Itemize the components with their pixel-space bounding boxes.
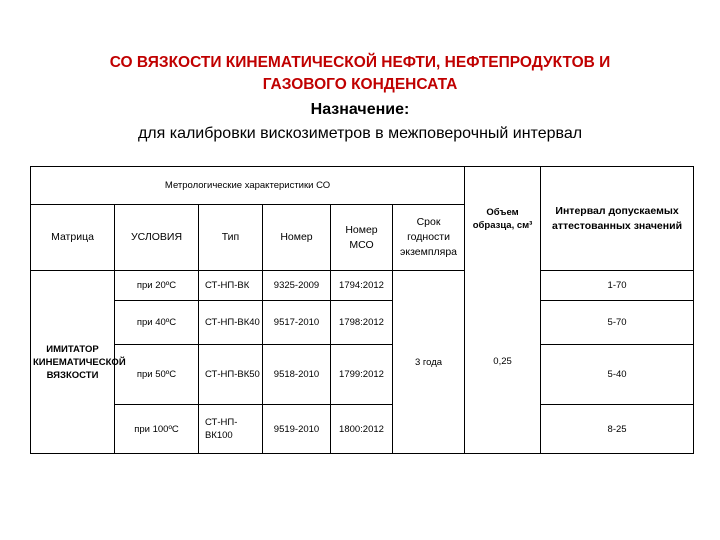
characteristics-table-wrap — [30, 166, 693, 454]
title-line-1: СО ВЯЗКОСТИ КИНЕМАТИЧЕСКОЙ НЕФТИ, НЕФТЕПРОДУКТОВ И — [109, 54, 611, 71]
mso-cell: 1798:2012 — [331, 301, 393, 345]
metro-header: Метрологические характеристики СО — [31, 167, 465, 205]
conditions-header: УСЛОВИЯ — [115, 205, 199, 271]
type-header: Тип — [199, 205, 263, 271]
cond-cell: при 100ºС — [115, 405, 199, 454]
type-cell: СТ-НП-ВК40 — [199, 301, 263, 345]
type-cell: СТ-НП-ВК50 — [199, 345, 263, 405]
mso-header: Номер МСО — [331, 205, 393, 271]
number-cell: 9517-2010 — [263, 301, 331, 345]
characteristics-table — [30, 166, 694, 454]
number-cell: 9325-2009 — [263, 271, 331, 301]
volume-cell: 0,25 — [465, 271, 541, 454]
volume-header: Объем образца, см³ — [465, 167, 541, 271]
matrix-header: Матрица — [31, 205, 115, 271]
interval-cell: 8-25 — [541, 405, 694, 454]
cond-cell: при 50ºС — [115, 345, 199, 405]
mso-cell: 1799:2012 — [331, 345, 393, 405]
interval-cell: 1-70 — [541, 271, 694, 301]
number-cell: 9518-2010 — [263, 345, 331, 405]
number-cell: 9519-2010 — [263, 405, 331, 454]
subtitle: Назначение: — [310, 101, 410, 118]
interval-cell: 5-40 — [541, 345, 694, 405]
cond-cell: при 40ºС — [115, 301, 199, 345]
purpose-text: для калибровки вискозиметров в межповерочный интервал — [137, 125, 583, 142]
number-header: Номер — [263, 205, 331, 271]
type-cell: СТ-НП-ВК — [199, 271, 263, 301]
title — [0, 52, 720, 96]
title-line-2: ГАЗОВОГО КОНДЕНСАТА — [262, 76, 458, 93]
shelf-life-cell: 3 года — [393, 271, 465, 454]
mso-cell: 1800:2012 — [331, 405, 393, 454]
cond-cell: при 20ºС — [115, 271, 199, 301]
type-cell: СТ-НП-ВК100 — [199, 405, 263, 454]
interval-cell: 5-70 — [541, 301, 694, 345]
interval-header: Интервал допускаемых аттестованных значений — [541, 167, 694, 271]
shelf-life-header: Срок годности экземпляра — [393, 205, 465, 271]
mso-cell: 1794:2012 — [331, 271, 393, 301]
matrix-cell: ИМИТАТОР КИНЕМАТИЧЕСКОЙ ВЯЗКОСТИ — [31, 271, 115, 454]
